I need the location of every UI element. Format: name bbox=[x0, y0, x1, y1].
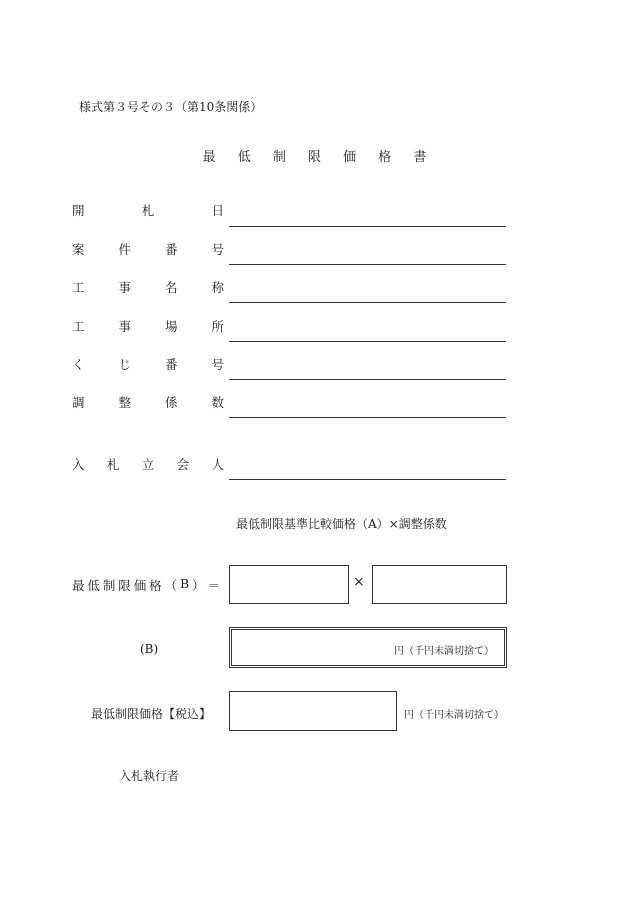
label-work-name bbox=[72, 278, 224, 296]
label-char: く bbox=[72, 357, 85, 372]
multiply-sign: × bbox=[353, 574, 365, 590]
tax-included-label: 最低制限価格【税込】 bbox=[91, 707, 212, 721]
label-char: 号 bbox=[211, 357, 224, 372]
coefficient-box[interactable] bbox=[372, 565, 507, 604]
label-char: 名 bbox=[164, 280, 178, 295]
label-char: 入 bbox=[72, 457, 85, 472]
label-char: 日 bbox=[211, 203, 224, 218]
executor-label: 入札執行者 bbox=[119, 769, 180, 783]
lottery-number-field[interactable] bbox=[229, 379, 506, 380]
adjustment-coefficient-field[interactable] bbox=[229, 417, 506, 418]
label-lottery-number bbox=[72, 355, 224, 373]
b-amount-box[interactable] bbox=[229, 627, 507, 668]
label-bid-witness bbox=[72, 455, 224, 473]
work-site-field[interactable] bbox=[229, 341, 506, 342]
label-char: 事 bbox=[118, 319, 131, 334]
label-work-site bbox=[72, 317, 224, 335]
label-char: 所 bbox=[211, 319, 224, 334]
label-char: 最 bbox=[72, 578, 85, 593]
label-char: 調 bbox=[72, 395, 85, 410]
label-char: 称 bbox=[211, 280, 224, 295]
label-char: 整 bbox=[118, 395, 131, 410]
label-opening-date bbox=[72, 201, 224, 219]
label-char: 件 bbox=[118, 242, 131, 257]
label-char: 立 bbox=[141, 457, 155, 472]
label-char: じ bbox=[118, 357, 131, 372]
label-minimum-price-b bbox=[72, 576, 220, 594]
label-char: 制 bbox=[102, 578, 116, 593]
tax-included-box[interactable] bbox=[229, 691, 397, 731]
label-char: 案 bbox=[72, 242, 85, 257]
label-char: 番 bbox=[164, 357, 178, 372]
label-char: 格 bbox=[149, 578, 162, 593]
opening-date-field[interactable] bbox=[229, 226, 506, 227]
label-char: 会 bbox=[176, 457, 190, 472]
label-char: 場 bbox=[164, 319, 178, 334]
label-char: 数 bbox=[211, 395, 224, 410]
label-char: 番 bbox=[164, 242, 178, 257]
label-char: 号 bbox=[211, 242, 224, 257]
label-case-number bbox=[72, 240, 224, 258]
label-char: 札 bbox=[106, 457, 120, 472]
case-number-field[interactable] bbox=[229, 264, 506, 265]
work-name-field[interactable] bbox=[229, 302, 506, 303]
label-char: 人 bbox=[211, 457, 224, 472]
label-adjustment-coefficient bbox=[72, 393, 224, 411]
label-char: 限 bbox=[118, 578, 131, 593]
label-char: 事 bbox=[118, 280, 131, 295]
b-unit-note: 円（千円未満切捨て） bbox=[394, 646, 494, 657]
label-char: 工 bbox=[72, 280, 85, 295]
form-number: 様式第３号その３（第10条関係） bbox=[79, 100, 263, 114]
label-char: 工 bbox=[72, 319, 85, 334]
label-char: B bbox=[179, 576, 190, 591]
label-char: 価 bbox=[133, 578, 147, 593]
label-char: ） bbox=[192, 578, 205, 593]
label-char: （ bbox=[164, 578, 178, 593]
label-char: 開 bbox=[72, 203, 85, 218]
label-char: 低 bbox=[87, 578, 100, 593]
base-price-box[interactable] bbox=[229, 565, 349, 604]
label-char: 札 bbox=[141, 203, 155, 218]
tax-unit-note: 円（千円未満切捨て） bbox=[404, 710, 504, 721]
label-char: 係 bbox=[164, 395, 178, 410]
b-label: (B) bbox=[140, 642, 159, 656]
bid-witness-field[interactable] bbox=[229, 479, 506, 480]
formula-caption: 最低制限基準比較価格（A）×調整係数 bbox=[236, 517, 447, 531]
label-char: ＝ bbox=[207, 578, 220, 593]
document-title: 最 低 制 限 価 格 書 bbox=[202, 150, 436, 165]
